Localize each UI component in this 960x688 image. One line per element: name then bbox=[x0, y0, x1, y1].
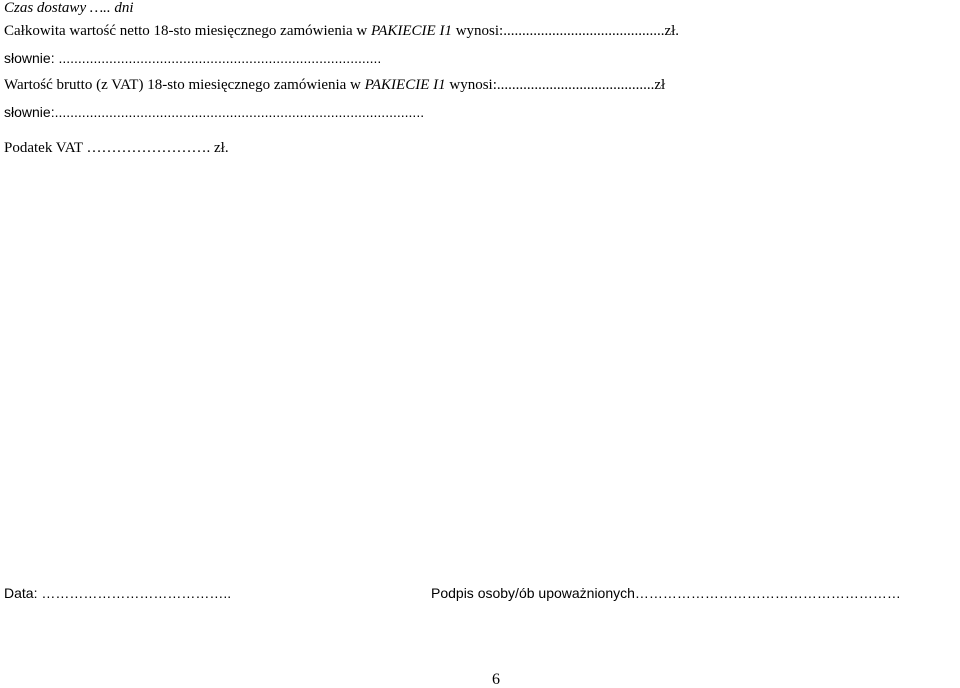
net-value-prefix: Całkowita wartość netto 18-sto miesięcznego zamówienia w bbox=[4, 23, 371, 39]
net-value-line bbox=[4, 23, 679, 39]
vat-line: Podatek VAT ……………………. zł. bbox=[4, 140, 229, 156]
gross-value-package: PAKIECIE I1 bbox=[364, 77, 446, 93]
page-number: 6 bbox=[492, 671, 500, 688]
date-field: Data: ………………………………….. bbox=[4, 585, 232, 601]
gross-value-line bbox=[4, 77, 665, 93]
net-value-suffix: wynosi:...........................................zł. bbox=[451, 23, 680, 39]
delivery-time-line: Czas dostawy ….. dni bbox=[4, 0, 134, 16]
gross-value-suffix: wynosi:..........................................zł bbox=[445, 77, 666, 93]
gross-value-prefix: Wartość brutto (z VAT) 18-sto miesięcznego zamówienia w bbox=[4, 77, 365, 93]
net-value-in-words: słownie: ................................................................................... bbox=[4, 50, 382, 66]
net-value-package: PAKIECIE I1 bbox=[370, 23, 452, 39]
signature-field: Podpis osoby/ób upoważnionych………………………………………………… bbox=[431, 585, 901, 601]
gross-value-in-words: słownie:............................................................................................... bbox=[4, 104, 425, 120]
